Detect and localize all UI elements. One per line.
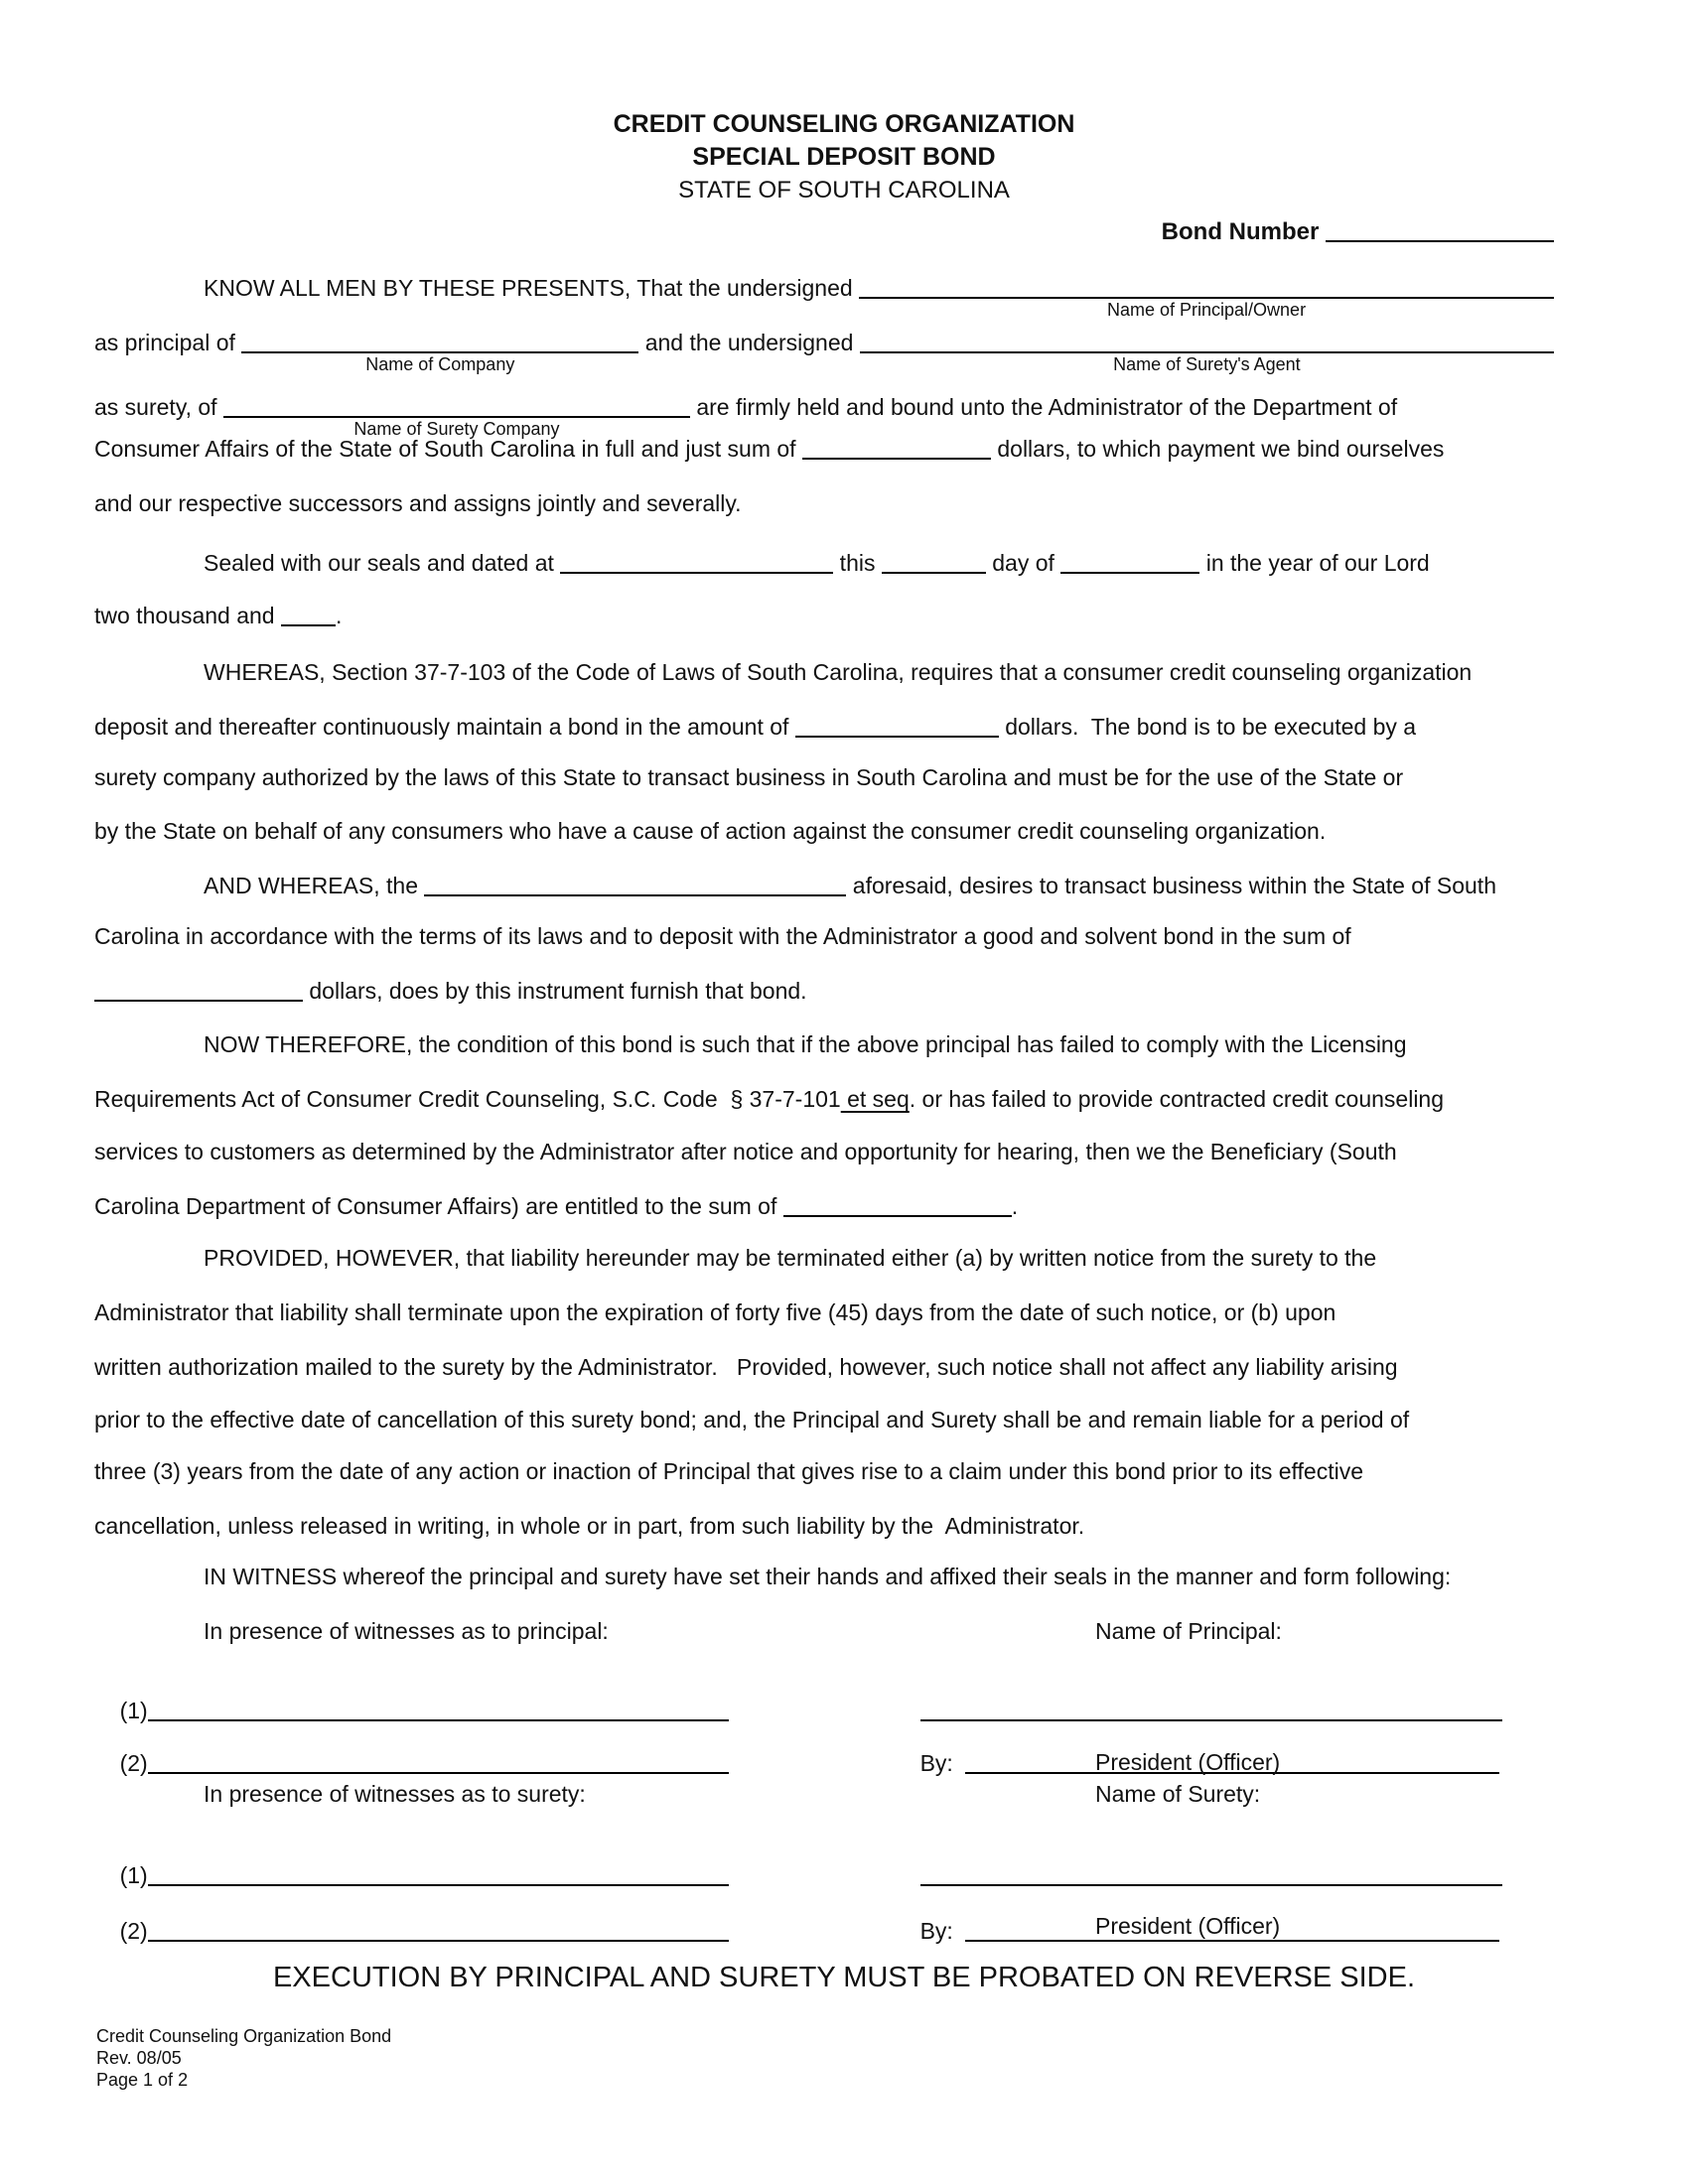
name-of-principal-heading: Name of Principal: <box>1095 1618 1282 1644</box>
text-run: IN WITNESS whereof the principal and surety have set their hands and affixed their seals in the manner and form following: <box>204 1564 1452 1589</box>
principal-officer-caption: President (Officer) <box>1095 1749 1281 1775</box>
document-line <box>94 816 1554 846</box>
witnesses-principal-heading: In presence of witnesses as to principal: <box>204 1618 609 1644</box>
text-run: this <box>833 550 882 576</box>
text-run: . <box>335 603 343 628</box>
text-run: three (3) years from the date of any action or inaction of Principal that gives rise to a claim under this bond prior to its effective <box>94 1458 1363 1484</box>
witness-number-label: (1) <box>119 1698 148 1723</box>
text-run: NOW THEREFORE, the condition of this bond is such that if the above principal has failed to comply with the Licensing <box>204 1031 1407 1057</box>
fill-in-blank[interactable] <box>223 396 690 439</box>
document-line <box>94 1084 1554 1114</box>
text-run: deposit and thereafter continuously maintain a bond in the amount of <box>94 714 795 740</box>
fill-in-blank[interactable] <box>281 605 336 626</box>
document-line <box>94 762 1554 792</box>
document-footer <box>96 2025 391 2091</box>
document-title-line3: STATE OF SOUTH CAROLINA <box>678 177 1010 204</box>
document-line <box>94 1243 1554 1273</box>
fill-in-blank[interactable] <box>795 716 999 738</box>
document-line <box>94 488 1554 518</box>
fill-in-blank[interactable] <box>882 552 986 574</box>
text-run: Sealed with our seals and dated at <box>204 550 561 576</box>
footer-revision: Rev. 08/05 <box>96 2048 182 2068</box>
text-run: by the State on behalf of any consumers who have a cause of action against the consumer credit counseling organization. <box>94 818 1327 844</box>
text-run: day of <box>985 550 1061 576</box>
document-line <box>94 712 1554 742</box>
text-run: dollars. The bond is to be executed by a <box>998 714 1417 740</box>
witness-number-label: (2) <box>119 1750 148 1776</box>
witness-signature-blank[interactable] <box>148 1864 729 1886</box>
document-line <box>94 1297 1554 1327</box>
text-run: services to customers as determined by the Administrator after notice and opportunity for hearing, then we the Beneficiary (South <box>94 1139 1397 1164</box>
document-line <box>94 1029 1554 1059</box>
witness-number-label: (1) <box>119 1862 148 1888</box>
text-run: Carolina Department of Consumer Affairs) are entitled to the sum of <box>94 1193 783 1219</box>
bond-number-blank[interactable] <box>1326 220 1554 242</box>
document-line <box>94 976 1554 1006</box>
text-run: are firmly held and bound unto the Administrator of the Department of <box>689 394 1398 420</box>
witness-number-label: (2) <box>119 1918 148 1944</box>
field-caption: Name of Surety's Agent <box>1113 354 1301 374</box>
fill-in-blank[interactable] <box>241 332 638 374</box>
field-caption: Name of Surety Company <box>353 419 560 439</box>
text-run: surety company authorized by the laws of this State to transact business in South Carolina and must be for the use of the State or <box>94 764 1404 790</box>
text-run: AND WHEREAS, the <box>204 873 425 898</box>
underlined-text-run: et seq <box>840 1086 910 1112</box>
document-line <box>94 1511 1554 1541</box>
text-run: dollars, does by this instrument furnish that bond. <box>303 978 807 1004</box>
bond-number-label: Bond Number <box>1161 218 1326 245</box>
footer-form-name: Credit Counseling Organization Bond <box>96 2026 392 2046</box>
witness-signature-blank[interactable] <box>148 1920 729 1942</box>
document-line <box>94 548 1554 578</box>
field-caption: Name of Company <box>365 354 515 374</box>
document-line <box>94 921 1554 951</box>
document-line <box>94 1191 1554 1221</box>
text-run: written authorization mailed to the surety by the Administrator. Provided, however, such notice shall not affect any liability arising <box>94 1354 1398 1380</box>
surety-name-blank[interactable] <box>920 1864 1502 1886</box>
text-run: dollars, to which payment we bind ourselves <box>990 436 1445 462</box>
text-run: and our respective successors and assigns jointly and severally. <box>94 490 742 516</box>
fill-in-blank[interactable] <box>94 980 303 1002</box>
document-line <box>94 1456 1554 1486</box>
document-title-line2: SPECIAL DEPOSIT BOND <box>692 143 996 171</box>
text-run: WHEREAS, Section 37-7-103 of the Code of Laws of South Carolina, requires that a consumer credit counseling organization <box>204 659 1473 685</box>
text-run: as surety, of <box>94 394 223 420</box>
text-run: aforesaid, desires to transact business within the State of South <box>846 873 1496 898</box>
name-of-surety-heading: Name of Surety: <box>1095 1781 1261 1807</box>
text-run: prior to the effective date of cancellation of this surety bond; and, the Principal and Surety shall be and remain liable for a period of <box>94 1407 1410 1433</box>
text-run: as principal of <box>94 330 242 355</box>
document-line <box>94 392 1554 439</box>
document-line <box>94 273 1554 320</box>
document-line <box>94 1405 1554 1434</box>
document-line <box>94 1352 1554 1382</box>
witnesses-surety-heading: In presence of witnesses as to surety: <box>204 1781 586 1807</box>
fill-in-blank[interactable] <box>424 875 846 896</box>
text-run: two thousand and <box>94 603 281 628</box>
text-run: Carolina in accordance with the terms of its laws and to deposit with the Administrator a good and solvent bond in the sum of <box>94 923 1351 949</box>
footer-page-number: Page 1 of 2 <box>96 2070 189 2090</box>
text-run: Consumer Affairs of the State of South Carolina in full and just sum of <box>94 436 802 462</box>
text-run: cancellation, unless released in writing, in whole or in part, from such liability by the Administrator. <box>94 1513 1085 1539</box>
text-run: . or has failed to provide contracted credit counseling <box>909 1086 1445 1112</box>
document-line <box>94 657 1554 687</box>
document-line <box>94 601 1554 630</box>
document-line <box>94 1137 1554 1166</box>
text-run: KNOW ALL MEN BY THESE PRESENTS, That the undersigned <box>204 275 860 301</box>
by-label: By: <box>919 1750 953 1776</box>
fill-in-blank[interactable] <box>783 1195 1012 1217</box>
execution-notice: EXECUTION BY PRINCIPAL AND SURETY MUST BE PROBATED ON REVERSE SIDE. <box>272 1962 1416 1993</box>
text-run: PROVIDED, HOWEVER, that liability hereunder may be terminated either (a) by written notice from the surety to the <box>204 1245 1377 1271</box>
document-line <box>94 1562 1554 1591</box>
document-line <box>94 871 1554 900</box>
document-line <box>94 328 1554 374</box>
fill-in-blank[interactable] <box>1060 552 1199 574</box>
by-label: By: <box>919 1918 953 1944</box>
text-run: and the undersigned <box>638 330 860 355</box>
fill-in-blank[interactable] <box>560 552 833 574</box>
fill-in-blank[interactable] <box>860 332 1554 374</box>
fill-in-blank[interactable] <box>859 277 1554 320</box>
bond-number-line <box>94 217 1554 247</box>
text-run: Requirements Act of Consumer Credit Counseling, S.C. Code § 37-7-101 <box>94 1086 841 1112</box>
text-run: . <box>1011 1193 1019 1219</box>
field-caption: Name of Principal/Owner <box>1106 300 1307 320</box>
text-run: Administrator that liability shall terminate upon the expiration of forty five (45) days from the date of such notice, or (b) upon <box>94 1299 1336 1325</box>
text-run: in the year of our Lord <box>1199 550 1430 576</box>
surety-officer-caption: President (Officer) <box>1095 1913 1281 1939</box>
document-title-line1: CREDIT COUNSELING ORGANIZATION <box>613 110 1075 138</box>
document-line <box>94 434 1554 464</box>
witness-signature-blank[interactable] <box>148 1752 729 1774</box>
fill-in-blank[interactable] <box>802 438 991 460</box>
